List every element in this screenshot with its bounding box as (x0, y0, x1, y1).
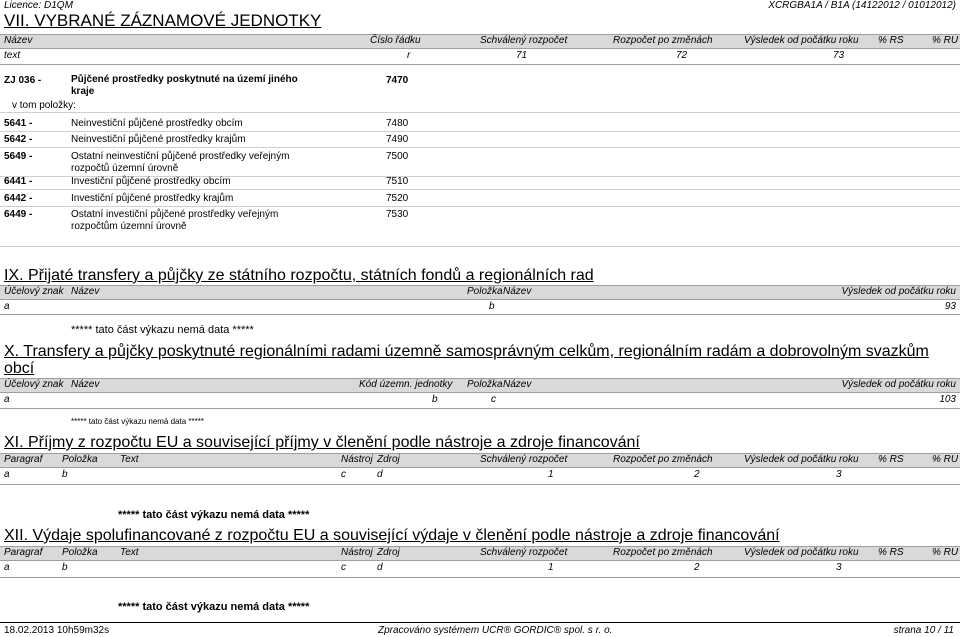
xi-code-3: 3 (836, 469, 842, 480)
xi-col-vysledek: Výsledek od počátku roku (744, 454, 859, 465)
item-name-line2: rozpočtům územní úrovně (71, 221, 187, 232)
xii-code-a: a (4, 562, 10, 573)
xii-col-text: Text (120, 547, 139, 558)
footer-page: strana 10 / 11 (893, 625, 954, 636)
section-xii-title: XII. Výdaje spolufinancované z rozpočtu EU a související výdaje v členění podle nástroje a zdroje financování (4, 527, 780, 544)
ix-col-nazev2: Název (503, 286, 532, 297)
ix-col-vysledek: Výsledek od počátku roku (841, 286, 956, 297)
xii-col-vysledek: Výsledek od počátku roku (744, 547, 859, 558)
xii-col-nastroj: Nástroj (341, 547, 373, 558)
xii-col-polozka: Položka (62, 547, 98, 558)
divider (0, 189, 960, 190)
zj-row-number: 7470 (386, 75, 409, 86)
xi-col-rs: % RS (878, 454, 904, 465)
xi-code-a: a (4, 469, 10, 480)
ix-no-data: ***** tato část výkazu nemá data ***** (71, 324, 254, 336)
divider (0, 408, 960, 409)
x-code-103: 103 (939, 394, 956, 405)
ix-col-nazev: Název (71, 286, 100, 297)
ix-col-ucelovy-znak: Účelový znak (4, 286, 64, 297)
item-code: 6442 - (4, 193, 33, 204)
divider (0, 577, 960, 578)
divider (0, 147, 960, 148)
ix-code-93: 93 (944, 301, 956, 312)
vii-code-71: 71 (516, 50, 528, 61)
divider (0, 484, 960, 485)
divider (0, 314, 960, 315)
report-code: XCRGBA1A / B1A (14122012 / 01012012) (768, 0, 956, 11)
xii-code-1: 1 (548, 562, 554, 573)
vii-col-cislo-radku: Číslo řádku (370, 35, 421, 46)
item-name-line2: rozpočtů územní úrovně (71, 163, 179, 174)
xi-no-data: ***** tato část výkazu nemá data ***** (118, 509, 310, 521)
vii-code-72: 72 (676, 50, 688, 61)
vii-code-r: r (407, 50, 411, 61)
vii-col-vysledek: Výsledek od počátku roku (744, 35, 859, 46)
xi-col-ru: % RU (932, 454, 959, 465)
item-row: 7530 (386, 209, 409, 220)
divider (0, 64, 960, 65)
x-col-polozka: Položka (467, 379, 503, 390)
xi-col-polozka: Položka (62, 454, 98, 465)
section-xi-title: XI. Příjmy z rozpočtu EU a související příjmy v členění podle nástroje a zdroje financování (4, 434, 640, 451)
footer-timestamp: 18.02.2013 10h59m32s (4, 625, 110, 636)
zj-code: ZJ 036 - (4, 75, 42, 86)
zj-name-line2: kraje (71, 86, 95, 97)
divider (0, 246, 960, 247)
footer-divider (0, 622, 960, 623)
divider (0, 206, 960, 207)
footer-processed: Zpracováno systémem UCR® GORDIC® spol. s r. o. (378, 625, 613, 636)
xi-code-2: 2 (694, 469, 700, 480)
section-vii-title: VII. VYBRANÉ ZÁZNAMOVÉ JEDNOTKY (4, 11, 322, 30)
vii-col-ru: % RU (932, 35, 959, 46)
xii-code-c: c (341, 562, 346, 573)
item-name: Investiční půjčené prostředky krajům (71, 193, 234, 204)
zj-name-line1: Půjčené prostředky poskytnuté na území jiného (71, 74, 298, 85)
xi-code-1: 1 (548, 469, 554, 480)
ix-code-b: b (489, 301, 495, 312)
item-row: 7500 (386, 151, 409, 162)
x-code-c: c (491, 394, 496, 405)
vii-col-po-zmenach: Rozpočet po změnách (613, 35, 713, 46)
xii-col-schvaleny: Schválený rozpočet (480, 547, 568, 558)
xii-no-data: ***** tato část výkazu nemá data ***** (118, 601, 310, 613)
x-code-a: a (4, 394, 10, 405)
item-name: Neinvestiční půjčené prostředky obcím (71, 118, 243, 129)
vii-code-text: text (4, 50, 21, 61)
item-name: Ostatní investiční půjčené prostředky veřejným (71, 209, 279, 220)
item-name: Ostatní neinvestiční půjčené prostředky veřejným (71, 151, 290, 162)
xii-col-paragraf: Paragraf (4, 547, 43, 558)
divider (0, 112, 960, 113)
ix-col-polozka: Položka (467, 286, 503, 297)
divider (0, 131, 960, 132)
xi-col-text: Text (120, 454, 139, 465)
xi-code-c: c (341, 469, 346, 480)
xi-code-b: b (62, 469, 68, 480)
item-name: Investiční půjčené prostředky obcím (71, 176, 231, 187)
x-no-data: ***** tato část výkazu nemá data ***** (71, 417, 204, 426)
xii-code-3: 3 (836, 562, 842, 573)
xi-col-po-zmenach: Rozpočet po změnách (613, 454, 713, 465)
item-row: 7490 (386, 134, 409, 145)
section-x-title-line1: X. Transfery a půjčky poskytnuté regionálními radami územně samosprávným celkům, regionálním radám a dobrovolným svazkům (4, 343, 929, 360)
xii-col-po-zmenach: Rozpočet po změnách (613, 547, 713, 558)
xi-col-zdroj: Zdroj (377, 454, 400, 465)
xii-col-rs: % RS (878, 547, 904, 558)
vii-col-nazev: Název (4, 35, 33, 46)
x-col-nazev2: Název (503, 379, 532, 390)
license-label: Licence: D1QM (4, 0, 73, 11)
xi-col-paragraf: Paragraf (4, 454, 43, 465)
xi-code-d: d (377, 469, 383, 480)
xii-col-zdroj: Zdroj (377, 547, 400, 558)
item-code: 5641 - (4, 118, 33, 129)
vii-code-73: 73 (833, 50, 845, 61)
section-ix-title: IX. Přijaté transfery a půjčky ze státního rozpočtu, státních fondů a regionálních rad (4, 267, 594, 284)
item-code: 6441 - (4, 176, 33, 187)
xii-code-2: 2 (694, 562, 700, 573)
x-col-nazev: Název (71, 379, 100, 390)
x-col-vysledek: Výsledek od počátku roku (841, 379, 956, 390)
x-code-b: b (432, 394, 438, 405)
item-code: 6449 - (4, 209, 33, 220)
vii-col-schvaleny: Schválený rozpočet (480, 35, 568, 46)
item-code: 5642 - (4, 134, 33, 145)
item-code: 5649 - (4, 151, 33, 162)
xi-col-nastroj: Nástroj (341, 454, 373, 465)
ix-code-a: a (4, 301, 10, 312)
vii-col-rs: % RS (878, 35, 904, 46)
zj-sub-label: v tom položky: (12, 100, 76, 111)
xii-code-d: d (377, 562, 383, 573)
xii-code-b: b (62, 562, 68, 573)
xi-col-schvaleny: Schválený rozpočet (480, 454, 568, 465)
item-name: Neinvestiční půjčené prostředky krajům (71, 134, 246, 145)
x-col-kod: Kód územn. jednotky (359, 379, 453, 390)
section-x-title-line2: obcí (4, 360, 35, 377)
x-col-ucelovy-znak: Účelový znak (4, 379, 64, 390)
item-row: 7480 (386, 118, 409, 129)
item-row: 7520 (386, 193, 409, 204)
item-row: 7510 (386, 176, 409, 187)
xii-col-ru: % RU (932, 547, 959, 558)
